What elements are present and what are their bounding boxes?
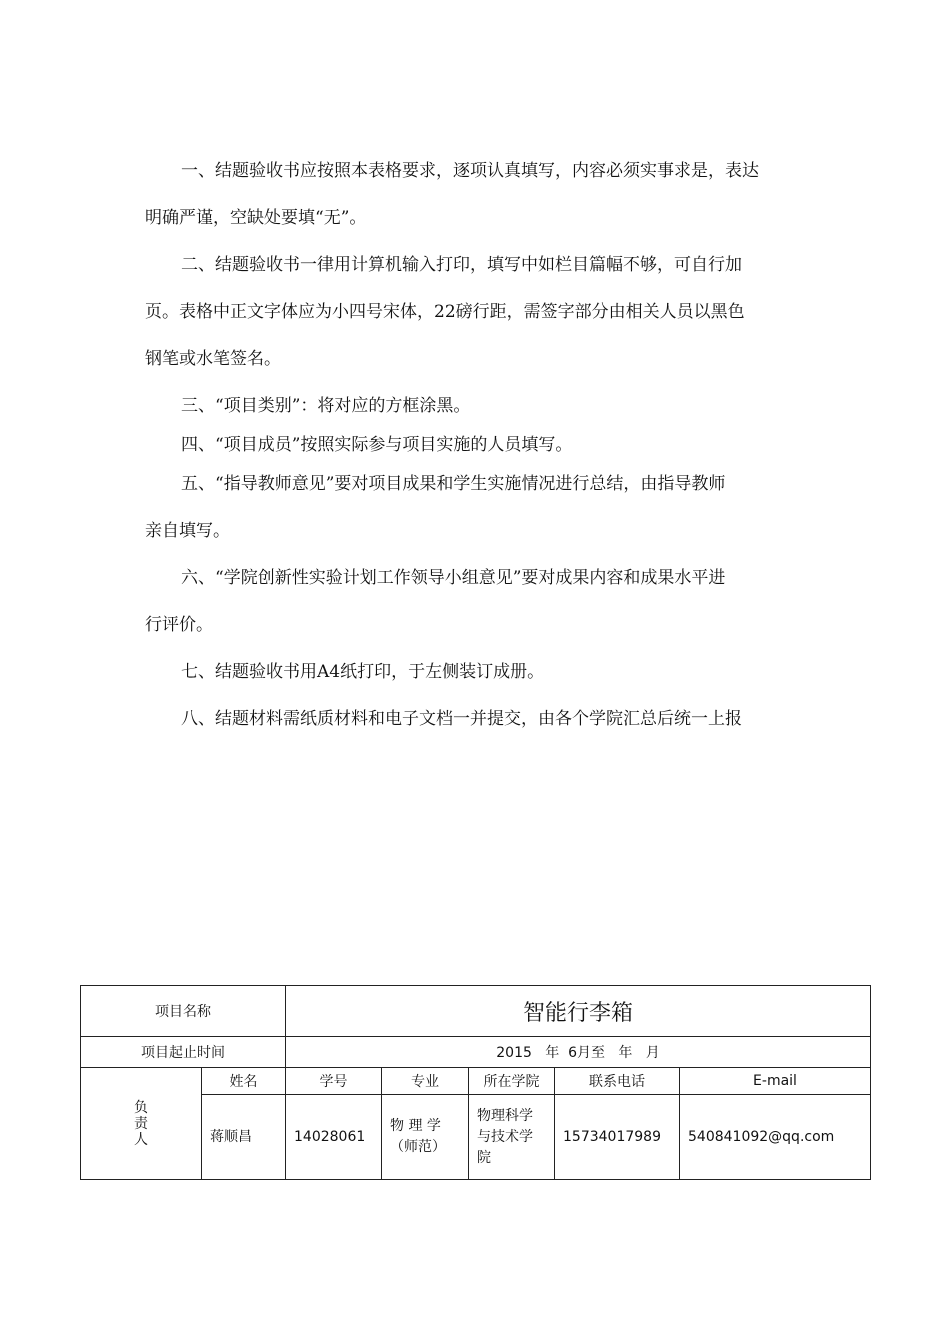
leader-name: 蒋顺昌 bbox=[202, 1095, 286, 1180]
project-name-value: 智能行李箱 bbox=[286, 986, 871, 1037]
instruction-line: 钢笔或水笔签名。 bbox=[145, 349, 281, 369]
project-info-table bbox=[80, 985, 871, 1180]
instruction-line: 七、结题验收书用A4纸打印，于左侧装订成册。 bbox=[181, 662, 545, 682]
leader-email: 540841092@qq.com bbox=[680, 1095, 871, 1180]
project-time-value: 2015 年 6月至 年 月 bbox=[286, 1037, 871, 1068]
leader-label-char: 负 bbox=[134, 1099, 148, 1116]
leader-label bbox=[81, 1068, 202, 1180]
instructions bbox=[145, 160, 810, 731]
instruction-4 bbox=[145, 434, 810, 457]
leader-college bbox=[469, 1095, 555, 1180]
major-line: （师范） bbox=[390, 1139, 446, 1155]
header-college: 所在学院 bbox=[469, 1068, 555, 1095]
leader-major bbox=[382, 1095, 469, 1180]
project-name-label: 项目名称 bbox=[81, 986, 286, 1037]
instruction-line: 八、结题材料需纸质材料和电子文档一并提交，由各个学院汇总后统一上报 bbox=[181, 709, 742, 729]
college-line: 与技术学 bbox=[477, 1128, 533, 1145]
header-student-id: 学号 bbox=[286, 1068, 382, 1095]
header-phone: 联系电话 bbox=[555, 1068, 680, 1095]
header-name: 姓名 bbox=[202, 1068, 286, 1095]
leader-phone: 15734017989 bbox=[555, 1095, 680, 1180]
instruction-line: 四、“项目成员”按照实际参与项目实施的人员填写。 bbox=[181, 435, 573, 455]
instruction-line: 三、“项目类别”：将对应的方框涂黑。 bbox=[181, 396, 471, 416]
instruction-7 bbox=[145, 661, 810, 684]
instruction-8 bbox=[145, 708, 810, 731]
instruction-6 bbox=[145, 567, 810, 637]
instruction-line: 亲自填写。 bbox=[145, 521, 230, 541]
instruction-5 bbox=[145, 473, 810, 543]
header-major: 专业 bbox=[382, 1068, 469, 1095]
instruction-line: 明确严谨，空缺处要填“无”。 bbox=[145, 208, 367, 228]
instruction-line: 二、结题验收书一律用计算机输入打印，填写中如栏目篇幅不够，可自行加 bbox=[181, 255, 742, 275]
major-line: 物 理 学 bbox=[390, 1118, 441, 1134]
instruction-3 bbox=[145, 395, 810, 418]
instruction-1 bbox=[145, 160, 810, 230]
instruction-2 bbox=[145, 254, 810, 371]
header-email: E-mail bbox=[680, 1068, 871, 1095]
instruction-line: 一、结题验收书应按照本表格要求，逐项认真填写，内容必须实事求是，表达 bbox=[181, 161, 759, 181]
project-time-label: 项目起止时间 bbox=[81, 1037, 286, 1068]
instruction-line: 六、“学院创新性实验计划工作领导小组意见”要对成果内容和成果水平进 bbox=[181, 568, 726, 588]
leader-label-char: 人 bbox=[134, 1131, 148, 1148]
instruction-line: 五、“指导教师意见”要对项目成果和学生实施情况进行总结，由指导教师 bbox=[181, 474, 726, 494]
college-line: 物理科学 bbox=[477, 1107, 533, 1124]
instruction-line: 行评价。 bbox=[145, 615, 213, 635]
leader-student-id: 14028061 bbox=[286, 1095, 382, 1180]
leader-label-char: 责 bbox=[134, 1115, 148, 1132]
instruction-line: 页。表格中正文字体应为小四号宋体，22磅行距，需签字部分由相关人员以黑色 bbox=[145, 302, 745, 322]
college-line: 院 bbox=[477, 1149, 491, 1166]
